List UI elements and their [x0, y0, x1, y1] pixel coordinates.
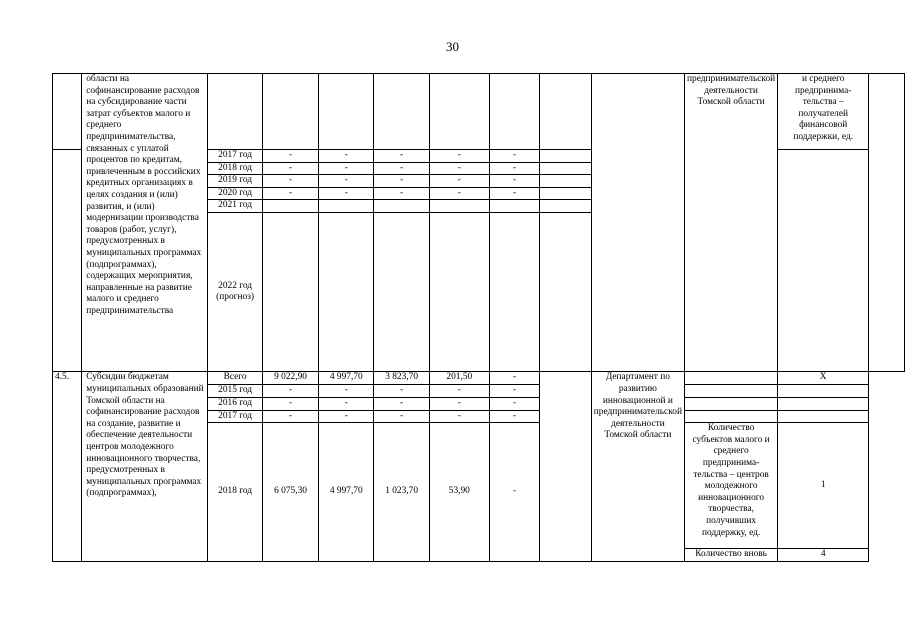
- value-cell: [489, 200, 540, 213]
- value-cell: -: [262, 397, 318, 410]
- value-cell: -: [262, 187, 318, 200]
- value-cell: -: [489, 175, 540, 188]
- executor-name: Департамент по развитию инновационной и предпринимательской деятельности Томской области: [591, 372, 684, 561]
- indicator-name: и среднего предпринима-тельства – получателей финансовой поддержки, ед.: [778, 74, 869, 150]
- value-cell: -: [262, 150, 318, 163]
- year-cell: 2021 год: [208, 200, 263, 213]
- measure-name: области на софинансирование расходов на субсидирование части затрат субъектов малого и среднего предпринимательства, связанных с уплатой процентов по кредитам, привлеченным в российских кредитных организациях в целях создания и (или) развития, и (или) модернизации производства товаров (работ, услуг), предусмотренных в муниципальных программах (подпрограммах), содержащих мероприятия, направленные на развитие малого и среднего предпринимательства: [82, 74, 208, 372]
- value-cell: -: [429, 175, 489, 188]
- value-cell: -: [319, 162, 374, 175]
- indicator-name: Количество вновь: [684, 549, 777, 562]
- value-cell: -: [262, 410, 318, 423]
- year-cell: Всего: [208, 372, 263, 385]
- value-cell: -: [319, 175, 374, 188]
- page-number: 30: [446, 39, 459, 54]
- value-cell: 4 997,70: [319, 372, 374, 385]
- year-cell: 2019 год: [208, 175, 263, 188]
- value-cell: -: [319, 410, 374, 423]
- year-cell: 2017 год: [208, 150, 263, 163]
- executor-name: предпринимательской деятельности Томской области: [684, 74, 777, 372]
- value-cell: -: [429, 397, 489, 410]
- value-cell: [262, 213, 318, 372]
- row-number-cell: [53, 74, 82, 150]
- value-cell: -: [319, 187, 374, 200]
- indicator-name: Количество субъектов малого и среднего предпринима-тельства – центров молодежного инновационного творчества, получивших поддержку, ед.: [684, 423, 777, 549]
- value-cell: -: [374, 187, 429, 200]
- value-cell: 3 823,70: [374, 372, 429, 385]
- value-cell: 201,50: [429, 372, 489, 385]
- value-cell: -: [489, 397, 540, 410]
- value-cell: -: [374, 397, 429, 410]
- value-cell: -: [429, 385, 489, 398]
- empty-col: [540, 372, 591, 561]
- value-cell: [262, 200, 318, 213]
- value-cell: [489, 213, 540, 372]
- measure-name: Субсидии бюджетам муниципальных образований Томской области на софинансирование расходов на создание, развитие и обеспечение деятельности центров молодежного инновационного творчества, предусмотренных в муниципальных программах (подпрограммах),: [82, 372, 208, 561]
- value-cell: -: [374, 385, 429, 398]
- value-cell: -: [429, 187, 489, 200]
- value-cell: -: [489, 150, 540, 163]
- value-cell: -: [374, 175, 429, 188]
- value-cell: -: [319, 397, 374, 410]
- year-cell: 2022 год (прогноз): [208, 213, 263, 372]
- value-cell: -: [374, 410, 429, 423]
- year-cell: 2015 год: [208, 385, 263, 398]
- empty-col: [591, 74, 684, 372]
- year-cell: 2018 год: [208, 423, 263, 562]
- value-cell: -: [262, 175, 318, 188]
- value-cell: -: [319, 385, 374, 398]
- value-cell: [319, 213, 374, 372]
- year-cell: 2020 год: [208, 187, 263, 200]
- value-cell: -: [262, 162, 318, 175]
- value-cell: -: [429, 162, 489, 175]
- value-cell: -: [374, 150, 429, 163]
- value-cell: [429, 200, 489, 213]
- value-cell: -: [489, 372, 540, 385]
- row-number: 4.5.: [53, 372, 82, 561]
- value-cell: -: [489, 385, 540, 398]
- value-cell: 1 023,70: [374, 423, 429, 562]
- value-cell: -: [374, 162, 429, 175]
- indicator-value: 1: [778, 423, 869, 549]
- value-cell: -: [429, 410, 489, 423]
- year-cell: 2017 год: [208, 410, 263, 423]
- value-cell: -: [489, 187, 540, 200]
- value-cell: [374, 213, 429, 372]
- value-cell: -: [262, 385, 318, 398]
- value-cell: [374, 200, 429, 213]
- indicator-value: [869, 74, 905, 372]
- indicator-value: 4: [778, 549, 869, 562]
- value-cell: 6 075,30: [262, 423, 318, 562]
- year-cell: 2016 год: [208, 397, 263, 410]
- value-cell: -: [319, 150, 374, 163]
- year-cell: 2018 год: [208, 162, 263, 175]
- value-cell: [319, 200, 374, 213]
- value-cell: [429, 213, 489, 372]
- value-cell: 4 997,70: [319, 423, 374, 562]
- value-cell: -: [489, 162, 540, 175]
- value-cell: -: [489, 423, 540, 562]
- value-cell: -: [429, 150, 489, 163]
- value-cell: 9 022,90: [262, 372, 318, 385]
- total-mark: X: [778, 372, 869, 385]
- value-cell: 53,90: [429, 423, 489, 562]
- value-cell: -: [489, 410, 540, 423]
- program-table: [52, 73, 905, 562]
